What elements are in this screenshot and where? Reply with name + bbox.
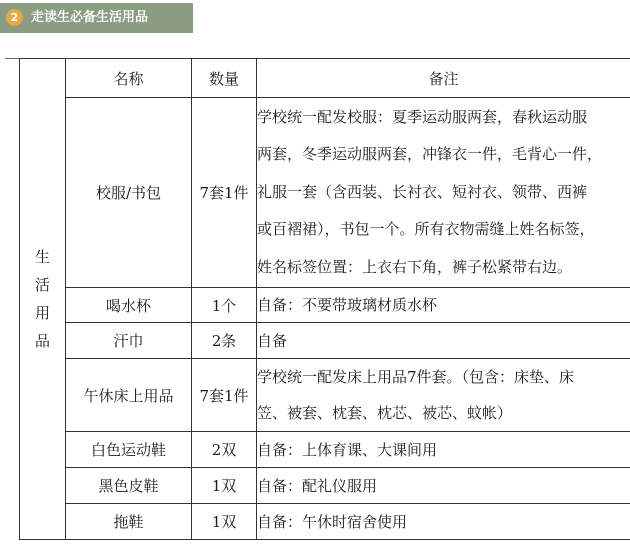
item-name: 拖鞋 <box>66 504 192 540</box>
section-header <box>0 3 193 33</box>
table-row <box>20 98 630 288</box>
table-header-row <box>20 59 630 98</box>
note-line: 礼服一套（含西装、长衬衣、短衬衣、领带、西裤 <box>257 182 588 201</box>
note-line: 自备：上体育课、大课间用 <box>257 440 438 459</box>
item-quantity: 2条 <box>192 323 257 359</box>
item-quantity: 7套1件 <box>192 359 257 432</box>
note-line: 或百褶裙），书包一个。所有衣物需缝上姓名标签， <box>257 220 595 239</box>
table-row <box>20 323 630 359</box>
note-line: 两套，冬季运动服两套，冲锋衣一件，毛背心一件， <box>257 145 603 164</box>
table-row <box>20 504 630 540</box>
note-line: 姓名标签位置：上衣右下角，裤子松紧带右边。 <box>257 257 573 276</box>
item-name: 校服/书包 <box>66 98 192 288</box>
category-char: 活 <box>34 276 50 294</box>
item-quantity: 1双 <box>192 468 257 504</box>
note-line: 自备 <box>257 331 288 350</box>
item-note <box>257 359 630 432</box>
category-char: 用 <box>34 304 50 322</box>
item-note <box>257 504 630 540</box>
item-note <box>257 468 630 504</box>
item-name: 喝水杯 <box>66 288 192 323</box>
note-line: 自备：午休时宿舍使用 <box>257 512 408 531</box>
item-name: 汗巾 <box>66 323 192 359</box>
note-line: 笠、被套、枕套、枕芯、被芯、蚊帐） <box>257 404 513 422</box>
table-row <box>20 432 630 468</box>
item-quantity: 1个 <box>192 288 257 323</box>
column-header-notes: 备注 <box>257 59 630 98</box>
note-line: 学校统一配发校服：夏季运动服两套，春秋运动服 <box>257 107 588 126</box>
section-title: 走读生必备生活用品 <box>31 10 149 25</box>
column-header-quantity: 数量 <box>192 59 257 98</box>
section-number-badge: 2 <box>6 9 23 26</box>
item-name: 午休床上用品 <box>66 359 192 432</box>
supplies-table <box>19 58 630 540</box>
column-header-name: 名称 <box>66 59 192 98</box>
category-char: 品 <box>34 332 50 350</box>
note-line: 自备：配礼仪服用 <box>257 476 378 495</box>
note-line: 自备：不要带玻璃材质水杯 <box>257 296 438 314</box>
category-char: 生 <box>34 248 50 266</box>
item-note <box>257 288 630 323</box>
item-quantity: 7套1件 <box>192 98 257 288</box>
item-note <box>257 98 630 288</box>
note-line: 学校统一配发床上用品7件套。（包含：床垫、床 <box>257 368 575 386</box>
item-name: 白色运动鞋 <box>66 432 192 468</box>
table-row <box>20 468 630 504</box>
item-note <box>257 323 630 359</box>
item-quantity: 1双 <box>192 504 257 540</box>
divider <box>5 58 19 59</box>
category-cell <box>20 59 66 540</box>
supplies-table-body <box>20 59 630 540</box>
item-name: 黑色皮鞋 <box>66 468 192 504</box>
item-note <box>257 432 630 468</box>
table-row <box>20 359 630 432</box>
category-label <box>20 243 65 355</box>
item-quantity: 2双 <box>192 432 257 468</box>
table-row <box>20 288 630 323</box>
